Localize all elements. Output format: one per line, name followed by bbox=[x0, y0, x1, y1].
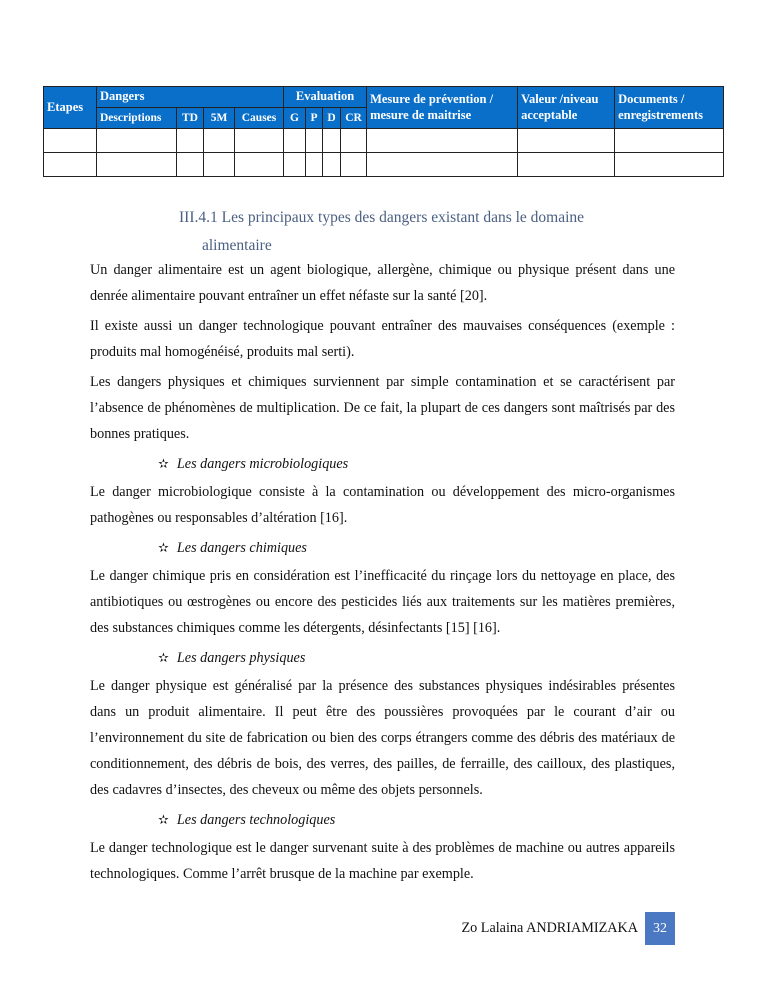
table-cell bbox=[284, 129, 306, 153]
bullet-chemical bbox=[90, 535, 675, 561]
haccp-table bbox=[43, 86, 724, 177]
header-causes: Causes bbox=[235, 108, 284, 129]
bullet-technological bbox=[90, 807, 675, 833]
table-cell bbox=[306, 129, 323, 153]
header-cr: CR bbox=[341, 108, 367, 129]
table-cell bbox=[615, 129, 724, 153]
star-bullet-icon: ✫ bbox=[158, 456, 169, 471]
section-heading-line1: III.4.1 Les principaux types des dangers existant dans le domaine bbox=[179, 209, 585, 226]
table-cell bbox=[306, 153, 323, 177]
footer-author: Zo Lalaina ANDRIAMIZAKA bbox=[461, 920, 638, 936]
table-cell bbox=[323, 129, 341, 153]
table-cell bbox=[341, 153, 367, 177]
star-bullet-icon: ✫ bbox=[158, 540, 169, 555]
table-cell bbox=[235, 129, 284, 153]
bullet-title: Les dangers chimiques bbox=[176, 540, 307, 556]
paragraph-physical: Le danger physique est généralisé par la présence des substances physiques indésirables présentes dans un produit alimentaire. Il peut être des poussières provoquées par le courant d’air ou l’environnement du site de fabrication ou bien des corps étrangers comme des débris des matériaux de conditionnement, des débris de bois, des verres, des pailles, de ferraille, des cailloux, des plastiques, des cadavres d’insectes, des cheveux ou même des objets personnels. bbox=[90, 678, 675, 798]
table-cell bbox=[235, 153, 284, 177]
table-row bbox=[44, 153, 724, 177]
header-valeur: Valeur /niveau acceptable bbox=[518, 87, 615, 129]
header-g: G bbox=[284, 108, 306, 129]
paragraph-microbiological: Le danger microbiologique consiste à la contamination ou développement des micro-organismes pathogènes ou responsables d’altération [16]. bbox=[90, 484, 675, 526]
table-cell bbox=[284, 153, 306, 177]
table-cell bbox=[204, 153, 235, 177]
bullet-title: Les dangers physiques bbox=[176, 650, 306, 666]
header-documents: Documents / enregistrements bbox=[615, 87, 724, 129]
section-heading bbox=[179, 204, 649, 260]
star-bullet-icon: ✫ bbox=[158, 650, 169, 665]
page-number-badge: 32 bbox=[645, 912, 675, 945]
header-td: TD bbox=[177, 108, 204, 129]
table-cell bbox=[97, 153, 177, 177]
header-evaluation: Evaluation bbox=[284, 87, 367, 108]
table-cell bbox=[367, 129, 518, 153]
header-mesure: Mesure de prévention / mesure de maitrise bbox=[367, 87, 518, 129]
paragraph-technological-intro: Il existe aussi un danger technologique pouvant entraîner des mauvaises conséquences (exemple : produits mal homogénéisé, produits mal serti). bbox=[90, 318, 675, 360]
header-dangers: Dangers bbox=[97, 87, 284, 108]
table-cell bbox=[518, 153, 615, 177]
bullet-physical bbox=[90, 645, 675, 671]
header-p: P bbox=[306, 108, 323, 129]
table-cell bbox=[518, 129, 615, 153]
star-bullet-icon: ✫ bbox=[158, 812, 169, 827]
body-content bbox=[90, 257, 675, 891]
table-cell bbox=[177, 129, 204, 153]
header-d: D bbox=[323, 108, 341, 129]
page-footer bbox=[420, 912, 675, 945]
table-cell bbox=[367, 153, 518, 177]
table-cell bbox=[341, 129, 367, 153]
header-5m: 5M bbox=[204, 108, 235, 129]
table-cell bbox=[44, 153, 97, 177]
table-cell bbox=[204, 129, 235, 153]
table-cell bbox=[323, 153, 341, 177]
table-cell bbox=[97, 129, 177, 153]
table-row bbox=[44, 129, 724, 153]
paragraph-chemical: Le danger chimique pris en considération est l’inefficacité du rinçage lors du nettoyage en place, des antibiotiques ou œstrogènes ou encore des pesticides liés aux traitements sur les matières premières, des substances chimiques comme les détergents, désinfectants [15] [16]. bbox=[90, 568, 675, 636]
bullet-microbiological bbox=[90, 451, 675, 477]
header-etapes: Etapes bbox=[44, 87, 97, 129]
header-descriptions: Descriptions bbox=[97, 108, 177, 129]
table-cell bbox=[44, 129, 97, 153]
paragraph-definition: Un danger alimentaire est un agent biologique, allergène, chimique ou physique présent dans une denrée alimentaire pouvant entraîner un effet néfaste sur la santé [20]. bbox=[90, 262, 675, 304]
bullet-title: Les dangers technologiques bbox=[176, 812, 336, 828]
table-cell bbox=[177, 153, 204, 177]
table-cell bbox=[615, 153, 724, 177]
bullet-title: Les dangers microbiologiques bbox=[176, 456, 349, 472]
paragraph-technological: Le danger technologique est le danger survenant suite à des problèmes de machine ou autres appareils technologiques. Comme l’arrêt brusque de la machine par exemple. bbox=[90, 840, 675, 882]
paragraph-physical-chemical: Les dangers physiques et chimiques surviennent par simple contamination et se caractérisent par l’absence de phénomènes de multiplication. De ce fait, la plupart de ces dangers sont maîtrisés par des bonnes pratiques. bbox=[90, 374, 675, 442]
section-heading-line2: alimentaire bbox=[202, 237, 272, 254]
